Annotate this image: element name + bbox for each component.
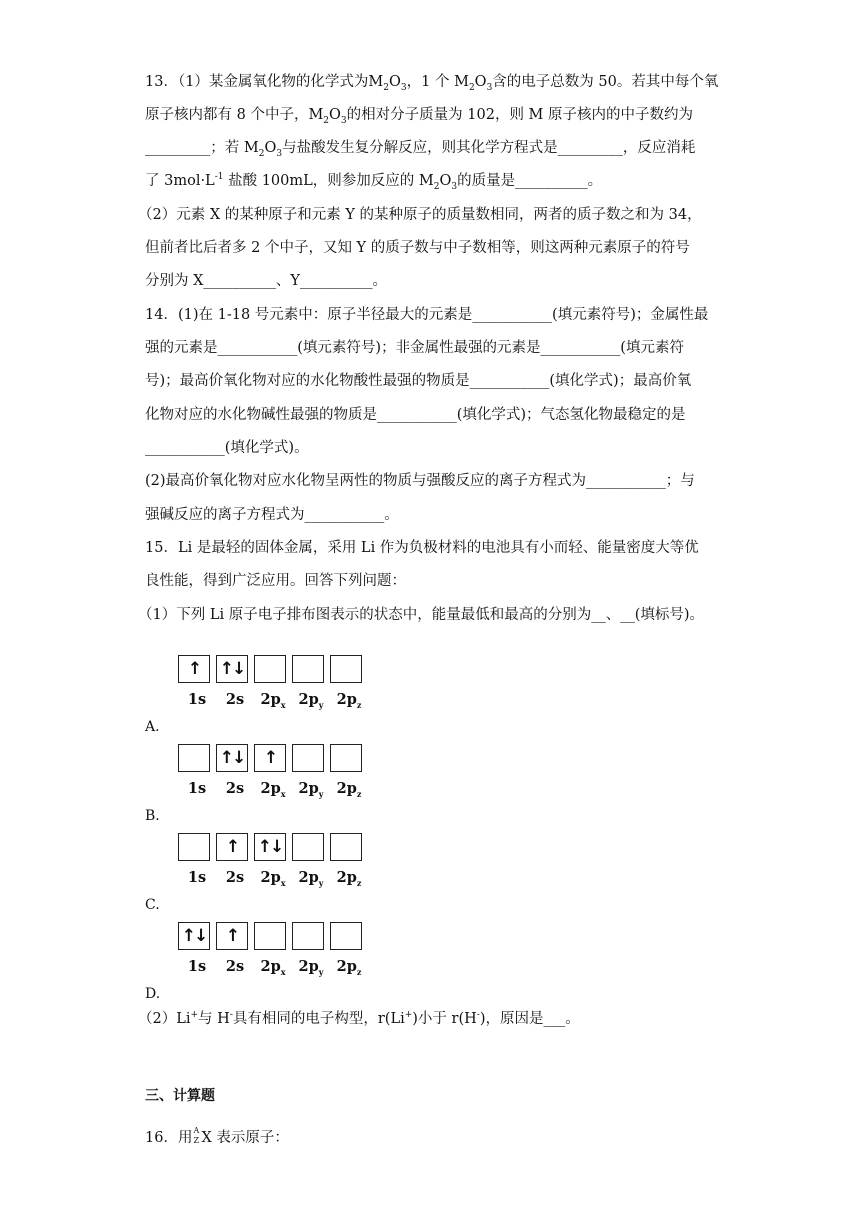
- q15-line-3: （1）下列 Li 原子电子排布图表示的状态中，能量最低和最高的分别为__、__(填标号)。: [138, 607, 705, 623]
- orbital-boxes: [178, 744, 368, 772]
- q13-line-3: _________；若 $M_2O_3$与盐酸发生复分解反应，则其化学方程式是_________，反应消耗: [145, 140, 696, 159]
- q14-line-5: ___________(填化学式)。: [145, 440, 309, 456]
- q14-line-4: 化物对应的水化物碱性最强的物质是___________(填化学式)；气态氢化物最稳定的是: [145, 407, 686, 423]
- q15-line-2: 良性能，得到广泛应用。回答下列问题：: [145, 573, 406, 589]
- option-letter: B.: [145, 808, 160, 824]
- option-d: [145, 922, 445, 1002]
- option-a: [145, 655, 445, 735]
- section-title: 三、计算题: [145, 1088, 215, 1104]
- q16-line-1: 16．用 A Z X 表示原子：: [145, 1126, 289, 1146]
- orbital-2px-box: [254, 655, 286, 683]
- orbital-2s-box: ↑↓: [216, 744, 248, 772]
- q15-line-4: （2）Li+与 H-具有相同的电子构型，r(Li+)小于 r(H-)，原因是___。: [138, 1010, 580, 1027]
- label-2px: $2p_x$: [260, 958, 286, 977]
- label-2py: $2p_y$: [298, 691, 324, 710]
- orbital-labels: [178, 691, 368, 708]
- q14-line-1: 14．(1)在 1-18 号元素中：原子半径最大的元素是___________(填元素符号)；金属性最: [145, 307, 709, 323]
- label-2py: $2p_y$: [298, 780, 324, 799]
- option-letter: C.: [145, 897, 160, 913]
- label-1s: 1s: [187, 958, 207, 975]
- orbital-1s-box: ↑↓: [178, 922, 210, 950]
- nuclide-notation: A Z: [193, 1126, 200, 1145]
- label-2pz: $2p_z$: [336, 869, 362, 888]
- orbital-2px-box: ↑: [254, 744, 286, 772]
- q13-line-2: 原子核内都有 8 个中子，$M_2O_3$的相对分子质量为 102，则 M 原子核内的中子数约为: [145, 107, 694, 126]
- label-2pz: $2p_z$: [336, 691, 362, 710]
- orbital-boxes: [178, 922, 368, 950]
- orbital-2s-box: ↑: [216, 922, 248, 950]
- orbital-2py-box: [292, 655, 324, 683]
- q14-line-2: 强的元素是___________(填元素符号)；非金属性最强的元素是___________(填元素符: [145, 340, 684, 356]
- q13-line-5: （2）元素 X 的某种原子和元素 Y 的某种原子的质量数相同，两者的质子数之和为 34，: [138, 207, 702, 223]
- label-2s: 2s: [225, 958, 245, 975]
- orbital-2py-box: [292, 744, 324, 772]
- q14-line-6: (2)最高价氧化物对应水化物呈两性的物质与强酸反应的离子方程式为___________；与: [145, 473, 695, 489]
- q14-line-7: 强碱反应的离子方程式为___________。: [145, 507, 399, 523]
- orbital-labels: [178, 958, 368, 975]
- label-2px: $2p_x$: [260, 691, 286, 710]
- label-2s: 2s: [225, 780, 245, 797]
- orbital-2py-box: [292, 833, 324, 861]
- label-2px: $2p_x$: [260, 780, 286, 799]
- orbital-2pz-box: [330, 655, 362, 683]
- orbital-2s-box: ↑: [216, 833, 248, 861]
- orbital-2pz-box: [330, 744, 362, 772]
- label-2pz: $2p_z$: [336, 780, 362, 799]
- orbital-1s-box: [178, 744, 210, 772]
- q14-line-3: 号)；最高价氧化物对应的水化物酸性最强的物质是___________(填化学式)；最高价氧: [145, 373, 692, 389]
- label-2s: 2s: [225, 691, 245, 708]
- label-1s: 1s: [187, 691, 207, 708]
- orbital-1s-box: ↑: [178, 655, 210, 683]
- label-1s: 1s: [187, 869, 207, 886]
- label-2pz: $2p_z$: [336, 958, 362, 977]
- label-2s: 2s: [225, 869, 245, 886]
- orbital-labels: [178, 869, 368, 886]
- label-2py: $2p_y$: [298, 869, 324, 888]
- orbital-labels: [178, 780, 368, 797]
- orbital-2pz-box: [330, 833, 362, 861]
- q15-line-1: 15．Li 是最轻的固体金属，采用 Li 作为负极材料的电池具有小而轻、能量密度大等优: [145, 540, 699, 556]
- orbital-1s-box: [178, 833, 210, 861]
- orbital-2pz-box: [330, 922, 362, 950]
- option-letter: A.: [145, 719, 160, 735]
- q13-line-1: 13．（1）某金属氧化物的化学式为$M_2O_3$，1 个 $M_2O_3$含的电子总数为 50。若其中每个氧: [145, 74, 719, 93]
- q13-line-4: 了 $3mol\cdot L^{-1}$ 盐酸 100mL，则参加反应的 $M_2O_3$的质量是__________。: [145, 172, 603, 192]
- label-1s: 1s: [187, 780, 207, 797]
- orbital-2s-box: ↑↓: [216, 655, 248, 683]
- label-2px: $2p_x$: [260, 869, 286, 888]
- orbital-2px-box: [254, 922, 286, 950]
- q13-line-7: 分别为 X__________、Y__________。: [145, 273, 388, 289]
- orbital-boxes: [178, 833, 368, 861]
- orbital-2py-box: [292, 922, 324, 950]
- label-2py: $2p_y$: [298, 958, 324, 977]
- option-c: [145, 833, 445, 913]
- option-b: [145, 744, 445, 824]
- q13-line-6: 但前者比后者多 2 个中子，又知 Y 的质子数与中子数相等，则这两种元素原子的符号: [145, 240, 690, 256]
- orbital-2px-box: ↑↓: [254, 833, 286, 861]
- option-letter: D.: [145, 986, 161, 1002]
- orbital-boxes: [178, 655, 368, 683]
